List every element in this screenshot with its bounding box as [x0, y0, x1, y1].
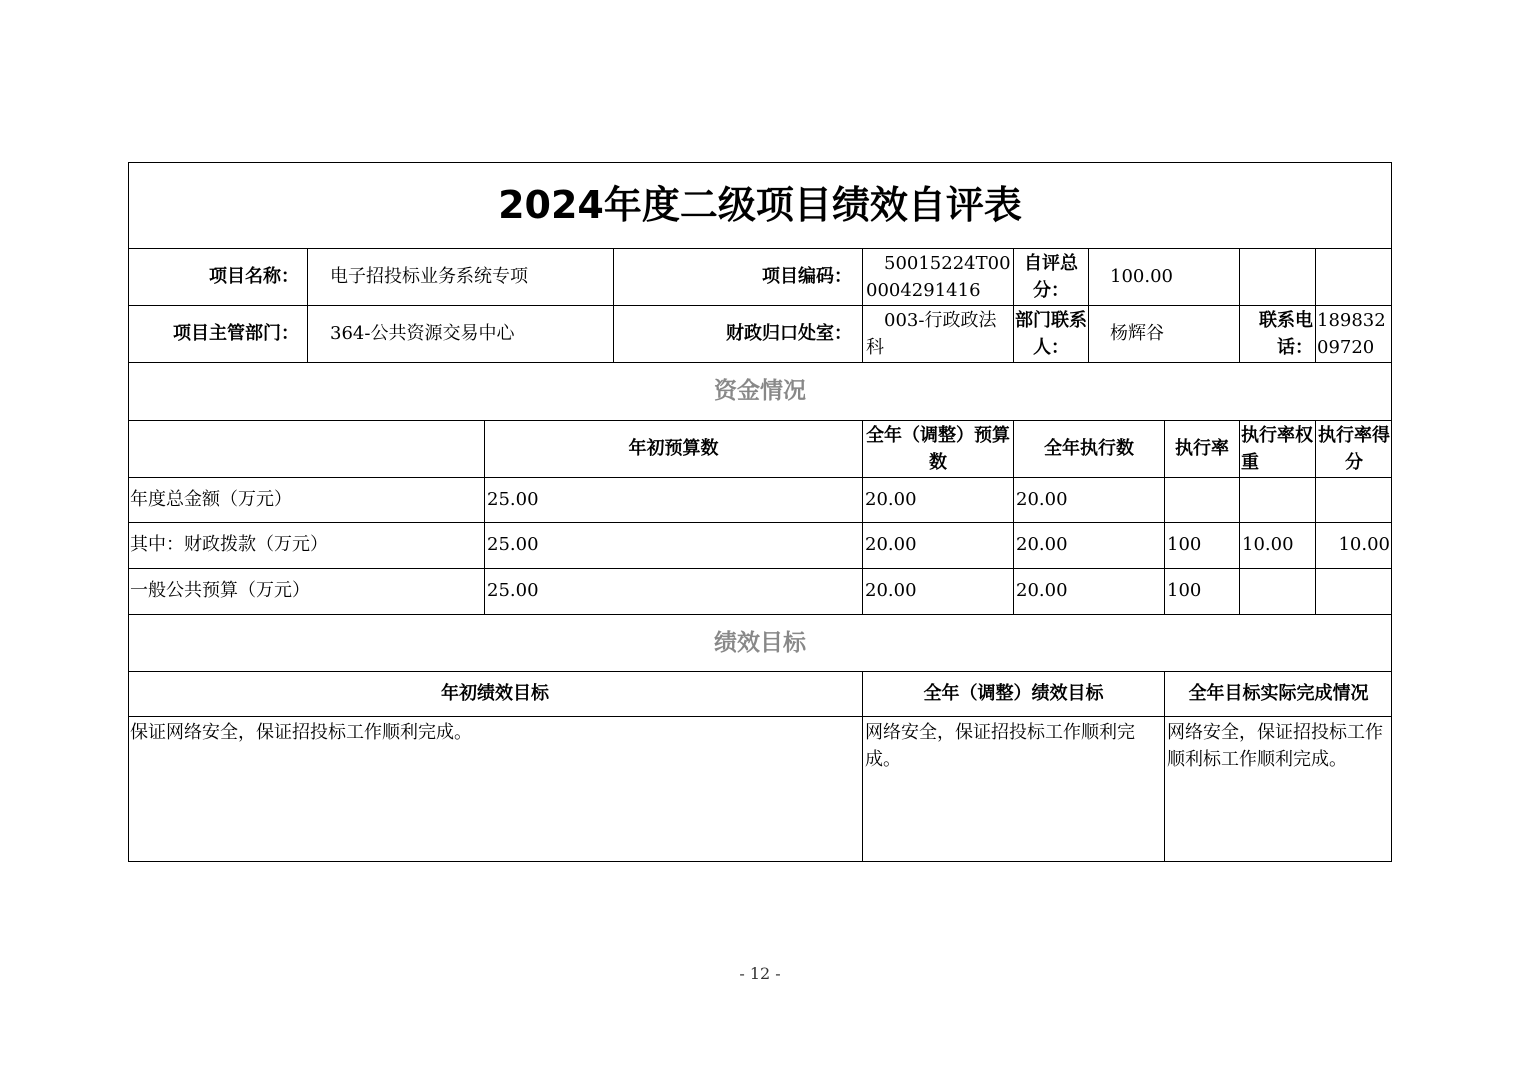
funding-row-rate: 100 [1167, 580, 1202, 601]
funding-section-title: 资金情况 [714, 378, 806, 404]
funding-header-score: 执行率得分 [1318, 424, 1390, 473]
funding-header-rate: 执行率 [1175, 437, 1229, 459]
funding-row-initial: 25.00 [487, 534, 539, 555]
funding-row-rate [1165, 477, 1239, 522]
project-code-label: 项目编码： [762, 265, 852, 287]
project-code-value: 50015224T000004291416 [866, 253, 1011, 301]
funding-header-executed: 全年执行数 [1044, 437, 1134, 459]
goals-section-title: 绩效目标 [714, 629, 806, 656]
project-name-value: 电子招投标业务系统专项 [330, 265, 528, 287]
finance-office-label: 财政归口处室： [726, 322, 852, 344]
funding-row-score [1316, 477, 1392, 522]
funding-row-score [1316, 568, 1392, 614]
funding-row-adjusted: 20.00 [865, 488, 917, 510]
blank-cell [1316, 248, 1391, 305]
funding-row-weight: 10.00 [1242, 534, 1294, 555]
funding-row-name: 其中：财政拨款（万元） [130, 534, 328, 555]
goals-header-adjusted: 全年（调整）绩效目标 [923, 682, 1104, 704]
funding-row-weight [1240, 477, 1315, 522]
funding-header-blank [128, 420, 484, 477]
form-title: 2024年度二级项目绩效自评表 [498, 183, 1022, 227]
funding-header-initial: 年初预算数 [628, 437, 719, 459]
funding-row-adjusted: 20.00 [865, 580, 917, 601]
goals-header-initial: 年初绩效目标 [441, 682, 549, 704]
goals-header-actual: 全年目标实际完成情况 [1188, 682, 1369, 704]
goals-initial-text: 保证网络安全，保证招投标工作顺利完成。 [130, 722, 472, 743]
funding-row-name: 年度总金额（万元） [130, 488, 292, 510]
contact-value: 杨辉谷 [1110, 322, 1164, 344]
goals-adjusted-text: 网络安全，保证招投标工作顺利完成。 [865, 722, 1135, 770]
page-number: - 12 - [739, 964, 781, 983]
funding-row-weight [1240, 568, 1315, 614]
goals-actual-text: 网络安全，保证招投标工作顺利标工作顺利完成。 [1167, 722, 1383, 770]
phone-value: 18983209720 [1317, 310, 1386, 358]
funding-row-executed: 20.00 [1016, 534, 1068, 555]
funding-row-initial: 25.00 [487, 580, 539, 601]
dept-label: 项目主管部门： [173, 322, 299, 344]
funding-header-weight: 执行率权重 [1241, 425, 1313, 473]
funding-row-name: 一般公共预算（万元） [130, 580, 310, 601]
dept-value: 364-公共资源交易中心 [330, 322, 515, 344]
finance-office-value: 003-行政政法科 [866, 310, 997, 358]
funding-row-rate: 100 [1167, 534, 1202, 555]
phone-label: 联系电话： [1259, 310, 1313, 358]
funding-row-score: 10.00 [1338, 534, 1390, 555]
blank-cell [1240, 248, 1315, 305]
contact-label: 部门联系人： [1015, 309, 1087, 358]
funding-row-executed: 20.00 [1016, 580, 1068, 601]
project-name-label: 项目名称： [209, 265, 299, 287]
funding-header-adjusted: 全年（调整）预算数 [866, 424, 1010, 473]
performance-form [128, 162, 1392, 862]
self-score-label: 自评总分： [1024, 252, 1078, 301]
funding-row-adjusted: 20.00 [865, 534, 917, 555]
self-score-value: 100.00 [1110, 265, 1173, 287]
funding-row-executed: 20.00 [1016, 488, 1068, 510]
funding-row-initial: 25.00 [487, 488, 539, 510]
